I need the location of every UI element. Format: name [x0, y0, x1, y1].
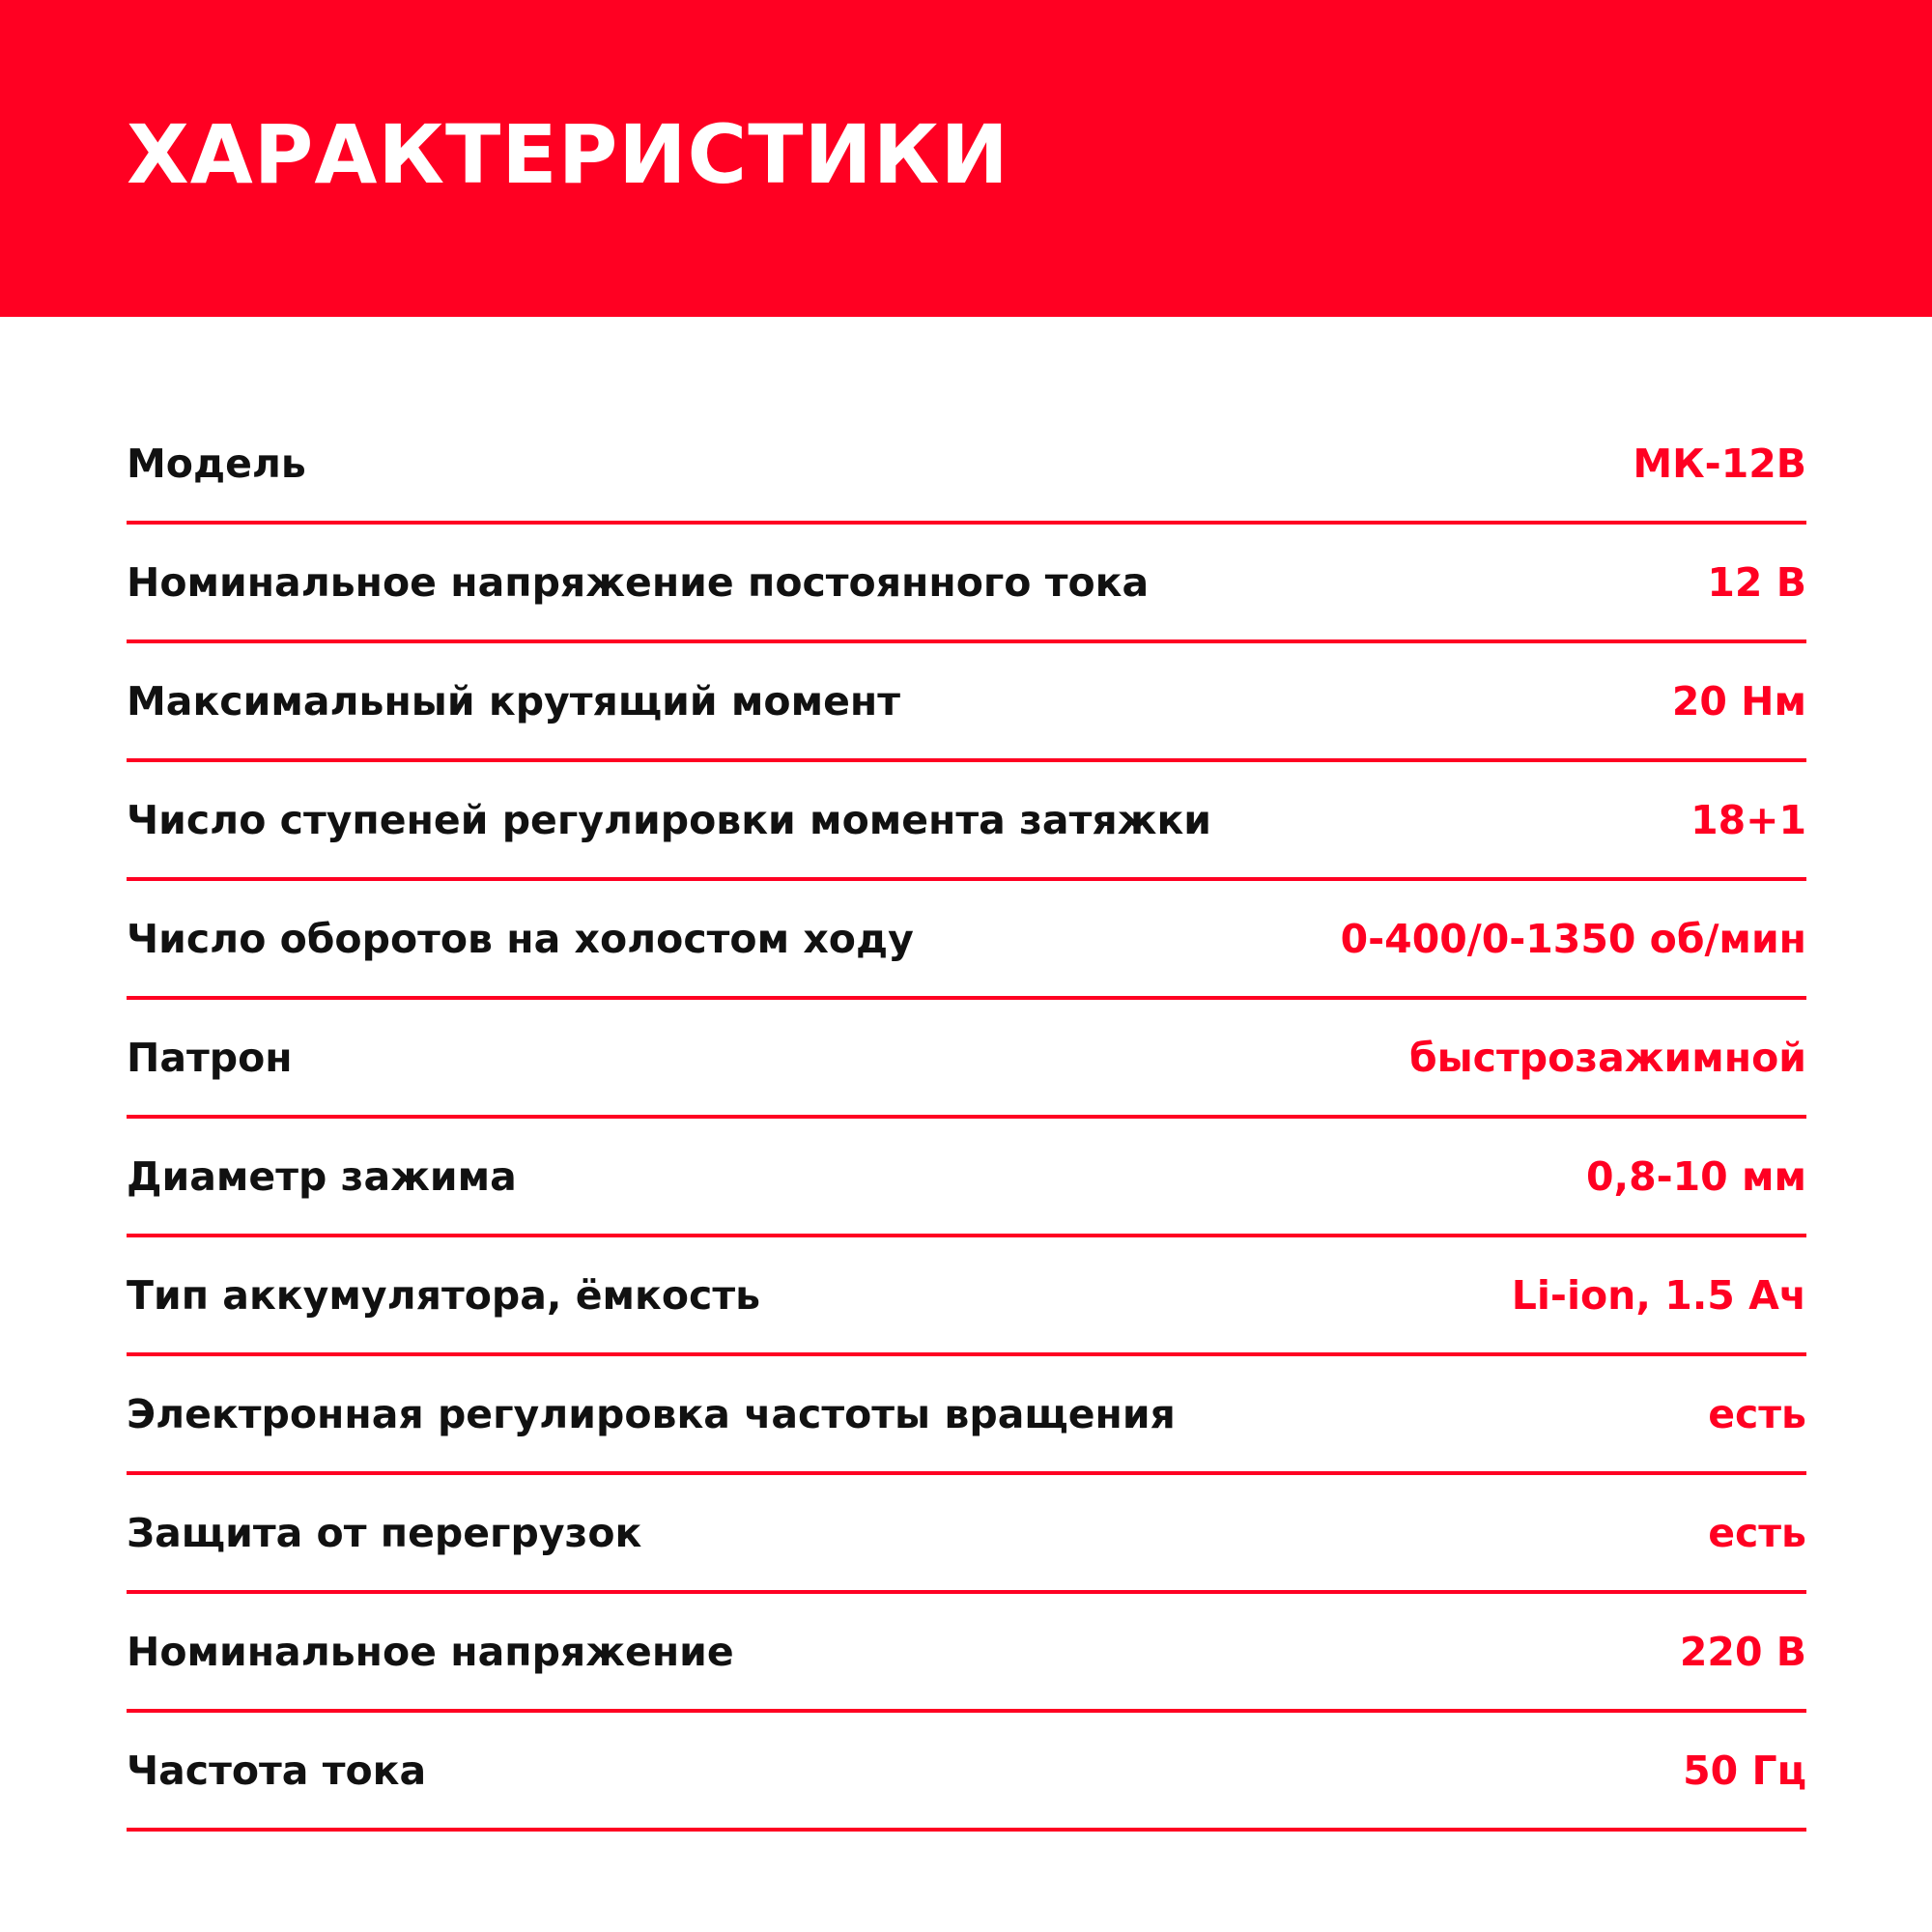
spec-label: Патрон: [127, 1034, 293, 1081]
spec-label: Номинальное напряжение: [127, 1628, 734, 1675]
spec-row-idle-speed: [127, 881, 1806, 1000]
spec-row-model: [127, 406, 1806, 525]
spec-label: Защита от перегрузок: [127, 1509, 642, 1556]
spec-label: Число ступеней регулировки момента затяжки: [127, 796, 1212, 843]
spec-label: Модель: [127, 440, 306, 487]
spec-value: 0,8-10 мм: [1585, 1152, 1806, 1200]
spec-value: 20 Нм: [1671, 677, 1806, 724]
spec-row-battery: [127, 1237, 1806, 1356]
spec-value: быстрозажимной: [1408, 1034, 1806, 1081]
spec-value: МК-12В: [1633, 440, 1806, 487]
spec-label: Максимальный крутящий момент: [127, 677, 901, 724]
spec-label: Диаметр зажима: [127, 1152, 517, 1200]
spec-row-dc-voltage: [127, 525, 1806, 643]
header-banner: [0, 0, 1932, 317]
spec-row-overload-protection: [127, 1475, 1806, 1594]
spec-value: есть: [1708, 1390, 1806, 1437]
spec-value: 18+1: [1690, 796, 1806, 843]
page-title: ХАРАКТЕРИСТИКИ: [127, 107, 1009, 202]
spec-value: 0-400/0-1350 об/мин: [1340, 915, 1806, 962]
spec-row-speed-control: [127, 1356, 1806, 1475]
spec-row-torque-steps: [127, 762, 1806, 881]
spec-label: Номинальное напряжение постоянного тока: [127, 558, 1150, 606]
spec-table: [127, 406, 1806, 1832]
spec-value: Li-ion, 1.5 Ач: [1511, 1271, 1806, 1319]
spec-label: Частота тока: [127, 1747, 427, 1794]
spec-row-frequency: [127, 1713, 1806, 1832]
spec-value: есть: [1708, 1509, 1806, 1556]
spec-row-chuck: [127, 1000, 1806, 1119]
spec-row-clamp-diameter: [127, 1119, 1806, 1237]
spec-label: Тип аккумулятора, ёмкость: [127, 1271, 761, 1319]
spec-value: 50 Гц: [1683, 1747, 1806, 1794]
spec-row-rated-voltage: [127, 1594, 1806, 1713]
spec-label: Электронная регулировка частоты вращения: [127, 1390, 1176, 1437]
spec-row-max-torque: [127, 643, 1806, 762]
spec-value: 12 В: [1707, 558, 1806, 606]
spec-label: Число оборотов на холостом ходу: [127, 915, 914, 962]
spec-value: 220 В: [1679, 1628, 1806, 1675]
